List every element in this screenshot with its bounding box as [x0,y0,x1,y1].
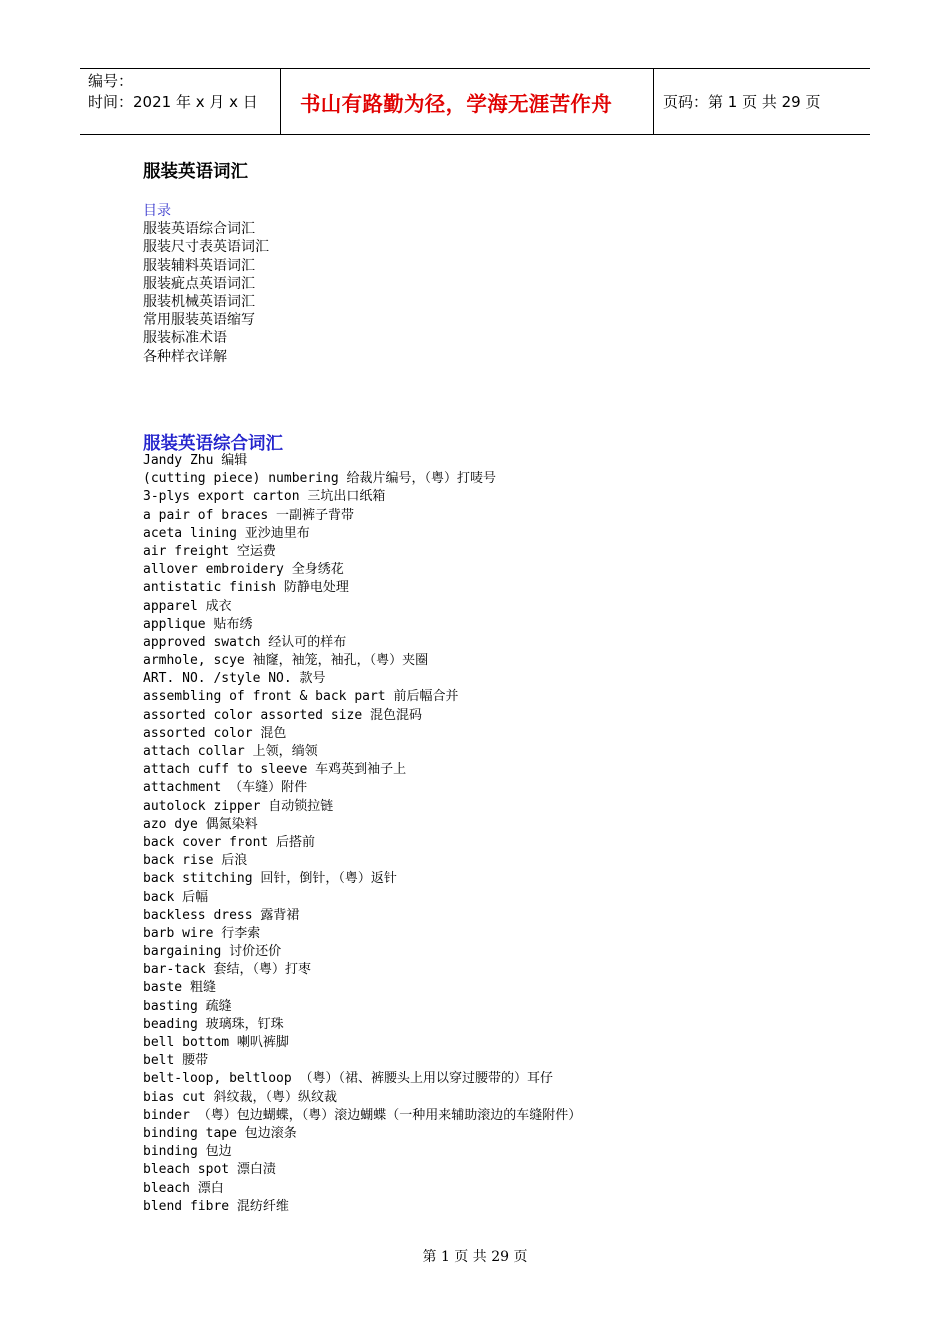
page-info: 页码：第 1 页 共 29 页 [663,93,821,111]
vocabulary-entry: attach cuff to sleeve 车鸡英到袖子上 [143,762,407,778]
toc-item[interactable]: 服装机械英语词汇 [143,294,255,311]
vocabulary-entry: autolock zipper 自动锁拉链 [143,798,334,814]
vocabulary-entry: barb wire 行李索 [143,925,261,941]
vocabulary-entry: 3-plys export carton 三坑出口纸箱 [143,489,386,505]
vocabulary-entry: binder （粤）包边蝴蝶，（粤）滚边蝴蝶（一种用来辅助滚边的车缝附件） [143,1107,582,1123]
vocabulary-entry: (cutting piece) numbering 给裁片编号，（粤）打唛号 [143,471,496,487]
motto: 书山有路勤为径，学海无涯苦作舟 [300,91,612,116]
document-title: 服装英语词汇 [143,162,248,182]
vocabulary-entry: back stitching 回针，倒针，（粤）返针 [143,871,397,887]
vocabulary-entry: armhole, scye 袖窿，袖笼，袖孔，（粤）夹圈 [143,653,429,669]
vocabulary-entry: back cover front 后搭前 [143,834,316,850]
vocabulary-entry: Jandy Zhu 编辑 [143,453,248,468]
vocabulary-entry: bargaining 讨价还价 [143,944,282,960]
vocabulary-entry: azo dye 偶氮染料 [143,816,258,832]
toc-item[interactable]: 服装标准术语 [143,330,227,347]
vocabulary-entry: apparel 成衣 [143,598,232,614]
page-header [80,68,870,135]
vocabulary-entry: assembling of front & back part 前后幅合并 [143,689,459,705]
vocabulary-entry: bell bottom 喇叭裤脚 [143,1035,289,1050]
vocabulary-entry: assorted color assorted size 混色混码 [143,707,422,723]
toc-item[interactable]: 服装尺寸表英语词汇 [143,239,269,256]
vocabulary-entry: attachment （车缝）附件 [143,780,308,796]
toc-item[interactable]: 各种样衣详解 [143,348,227,365]
toc-item[interactable]: 服装疵点英语词汇 [143,275,255,292]
table-of-contents [143,202,269,366]
header-meta [80,69,281,134]
toc-item[interactable]: 服装辅料英语词汇 [143,257,255,274]
toc-list [143,220,269,366]
toc-item[interactable]: 服装英语综合词汇 [143,221,255,238]
vocabulary-entry: back 后幅 [143,889,209,905]
vocabulary-entry: bleach 漂白 [143,1180,224,1196]
vocabulary-entry: a pair of braces 一副裤子背带 [143,507,355,523]
vocabulary-entry: ART. NO. /style NO. 款号 [143,671,326,687]
header-motto-cell [281,69,654,134]
toc-item[interactable]: 常用服装英语缩写 [143,312,255,329]
vocabulary-entry: backless dress 露背裙 [143,907,300,923]
vocabulary-entry: blend fibre 混纺纤维 [143,1198,289,1214]
vocabulary-entry: beading 玻璃珠，钉珠 [143,1016,284,1032]
vocabulary-entry: baste 粗缝 [143,980,216,996]
vocabulary-entry: aceta lining 亚沙迪里布 [143,525,310,541]
vocabulary-entry: antistatic finish 防静电处理 [143,580,349,596]
page-footer: 第 1 页 共 29 页 [422,1249,528,1265]
section-title: 服装英语综合词汇 [143,434,283,454]
vocabulary-entry: air freight 空运费 [143,543,276,559]
vocabulary-entry: bias cut 斜纹裁，（粤）纵纹裁 [143,1089,337,1105]
vocabulary-entry: belt-loop, beltloop （粤）（裙、裤腰头上用以穿过腰带的）耳仔 [143,1071,554,1087]
vocabulary-entry: basting 疏缝 [143,998,232,1014]
vocabulary-entry: bleach spot 漂白渍 [143,1162,276,1178]
toc-heading[interactable]: 目录 [143,203,171,219]
vocabulary-entry: bar-tack 套结，（粤）打枣 [143,962,311,978]
vocabulary-entry: attach collar 上领，绱领 [143,744,318,759]
vocabulary-entry: back rise 后浪 [143,853,248,869]
vocabulary-entry: binding 包边 [143,1144,232,1160]
header-page-info-cell [654,69,870,134]
vocabulary-entry: belt 腰带 [143,1053,209,1069]
time-label: 时间：2021 年 x 月 x 日 [88,93,258,111]
vocabulary-entry: assorted color 混色 [143,725,287,741]
vocabulary-list [143,452,581,1216]
vocabulary-entry: binding tape 包边滚条 [143,1125,297,1141]
vocabulary-entry: allover embroidery 全身绣花 [143,562,344,578]
vocabulary-entry: applique 贴布绣 [143,616,253,632]
vocabulary-entry: approved swatch 经认可的样布 [143,634,347,650]
number-label: 编号： [88,72,134,90]
